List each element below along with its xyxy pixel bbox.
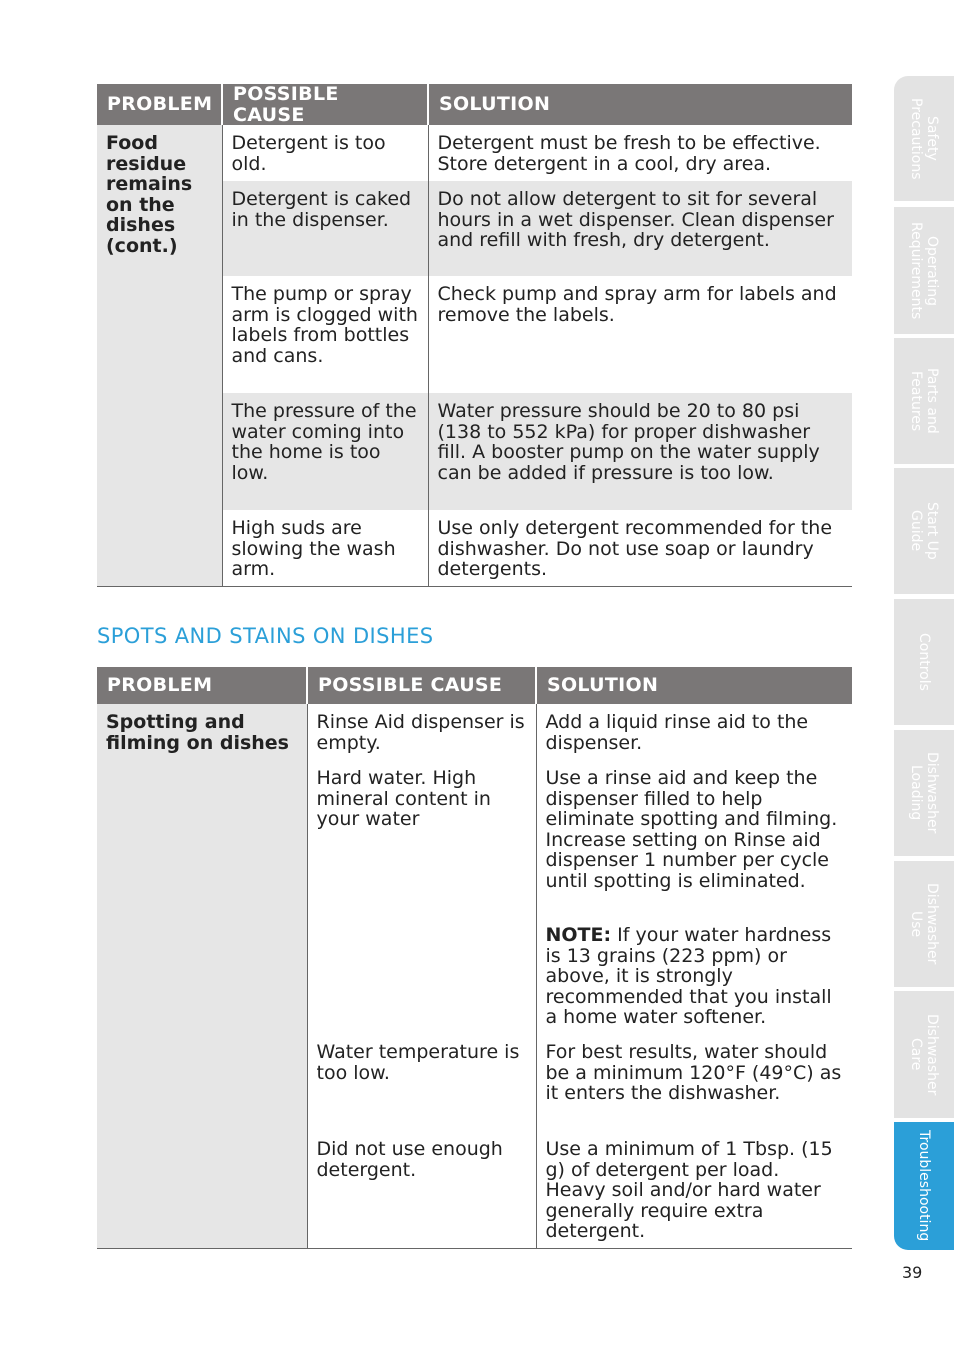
tab-label: Dishwasher Loading: [908, 752, 940, 834]
tab-label: Dishwasher Use: [908, 883, 940, 965]
cause-cell: Detergent is too old.: [222, 125, 428, 181]
tab-label: Safety Precautions: [908, 97, 940, 180]
cause-cell: Detergent is caked in the dispenser.: [222, 181, 428, 276]
header-possible-cause: POSSIBLE CAUSE: [307, 667, 536, 704]
tab-safety-precautions[interactable]: [894, 76, 954, 201]
troubleshooting-table-food-residue: [97, 84, 852, 587]
section-title-spots-stains: SPOTS AND STAINS ON DISHES: [97, 624, 434, 648]
tab-dishwasher-loading[interactable]: [894, 730, 954, 856]
tab-dishwasher-use[interactable]: [894, 861, 954, 987]
tab-label: Troubleshooting: [916, 1130, 932, 1242]
tab-start-up-guide[interactable]: [894, 468, 954, 594]
header-solution: SOLUTION: [428, 84, 852, 125]
solution-cell: Check pump and spray arm for labels and remove the labels.: [428, 276, 852, 393]
header-solution: SOLUTION: [536, 667, 852, 704]
tab-label: Start Up Guide: [908, 502, 940, 560]
cause-cell: Water temperature is too low.: [307, 1034, 536, 1131]
solution-cell: Use only detergent recommended for the dishwasher. Do not use soap or laundry detergents.: [428, 510, 852, 586]
tab-dishwasher-care[interactable]: [894, 991, 954, 1118]
solution-cell: Use a minimum of 1 Tbsp. (15 g) of detergent per load. Heavy soil and/or hard water generally require extra detergent.: [536, 1131, 852, 1248]
page-number: 39: [902, 1263, 923, 1282]
cause-cell: Did not use enough detergent.: [307, 1131, 536, 1248]
solution-cell: Do not allow detergent to sit for several hours in a wet dispenser. Clean dispenser and refill with fresh, dry detergent.: [428, 181, 852, 276]
note-text: If your water hardness is 13 grains (223 ppm) or above, it is strongly recommended that you install a home water softener.: [545, 924, 832, 1028]
solution-cell: Detergent must be fresh to be effective. Store detergent in a cool, dry area.: [428, 125, 852, 181]
tab-label: Dishwasher Care: [908, 1013, 940, 1096]
tab-label: Parts and Features: [908, 368, 940, 434]
header-problem: PROBLEM: [97, 84, 222, 125]
cause-cell: The pressure of the water coming into the home is too low.: [222, 393, 428, 510]
note-label: NOTE:: [545, 924, 612, 946]
cause-cell: Rinse Aid dispenser is empty.: [307, 704, 536, 760]
header-possible-cause: POSSIBLE CAUSE: [222, 84, 428, 125]
tab-parts-and-features[interactable]: [894, 338, 954, 464]
solution-cell: Water pressure should be 20 to 80 psi (138 to 552 kPa) for proper dishwasher fill. A booster pump on the water supply can be added if pressure is too low.: [428, 393, 852, 510]
troubleshooting-table-spots: [97, 667, 852, 1249]
problem-cell: Food residue remains on the dishes (cont.): [97, 125, 222, 586]
solution-cell: Add a liquid rinse aid to the dispenser.: [536, 704, 852, 760]
note-cell: [536, 917, 852, 1034]
cause-cell: Hard water. High mineral content in your water: [307, 760, 536, 1034]
solution-cell: Use a rinse aid and keep the dispenser filled to help eliminate spotting and filming. Increase setting on Rinse aid dispenser 1 number per cycle until spotting is eliminated.: [536, 760, 852, 917]
solution-cell: For best results, water should be a minimum 120°F (49°C) as it enters the dishwasher.: [536, 1034, 852, 1131]
cause-cell: High suds are slowing the wash arm.: [222, 510, 428, 586]
header-problem: PROBLEM: [97, 667, 307, 704]
tab-controls[interactable]: [894, 599, 954, 725]
problem-cell: Spotting and filming on dishes: [97, 704, 307, 1248]
tab-label: Operating Requirements: [908, 221, 940, 320]
cause-cell: The pump or spray arm is clogged with labels from bottles and cans.: [222, 276, 428, 393]
tab-operating-requirements[interactable]: [894, 207, 954, 334]
tab-label: Controls: [916, 633, 932, 691]
tab-troubleshooting[interactable]: [894, 1122, 954, 1250]
